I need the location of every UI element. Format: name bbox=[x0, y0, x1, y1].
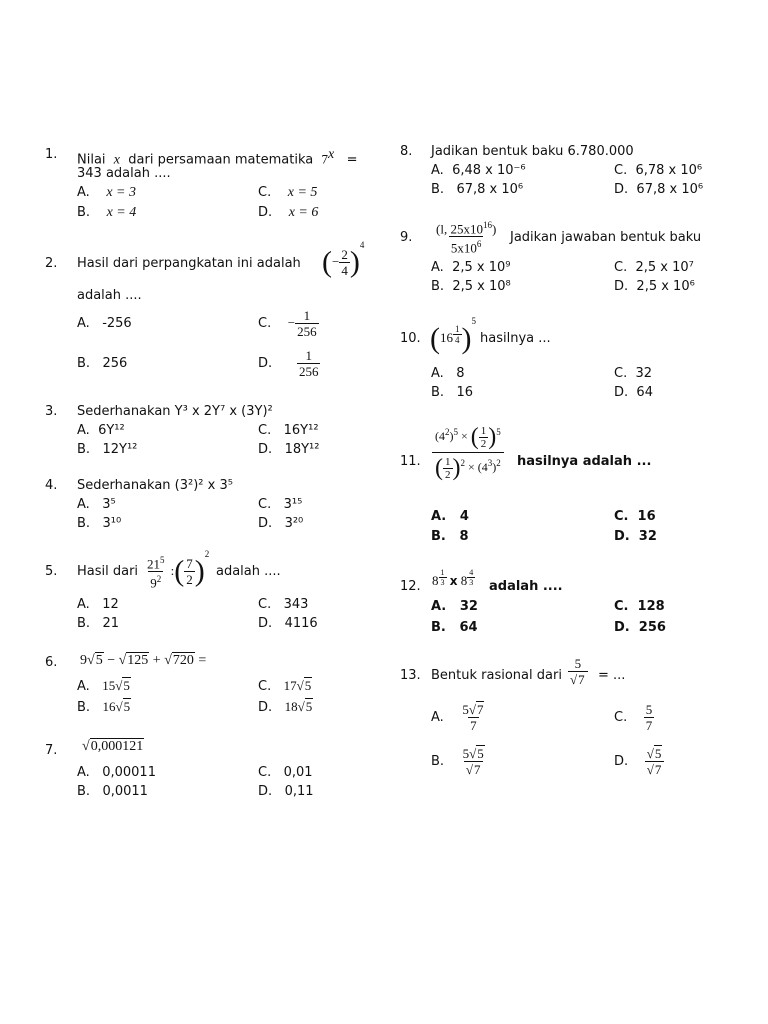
option-c[interactable]: C. 3¹⁵ bbox=[258, 497, 303, 512]
option-c[interactable]: C. x = 5 bbox=[258, 185, 318, 200]
question-text: hasilnya adalah ... bbox=[517, 454, 652, 469]
fraction-expression: (− $\frac{2}{4}$ )$^4$ bbox=[322, 240, 365, 279]
option-d[interactable]: D. 4116 bbox=[258, 616, 318, 631]
option-b[interactable]: B. 8 bbox=[431, 529, 469, 544]
fraction-expression: $\frac{21^5}{9^2}$ :( $\frac{7}{2}$ )$^2$ bbox=[147, 549, 210, 591]
radical-expression: √0,000121 bbox=[82, 739, 144, 754]
question-text: Hasil dari bbox=[77, 564, 139, 579]
question-number: 10. bbox=[400, 331, 421, 346]
option-b[interactable]: B. 2,5 x 10⁸ bbox=[431, 279, 511, 294]
option-c[interactable]: C. 32 bbox=[614, 366, 653, 381]
question-text: hasilnya ... bbox=[480, 331, 551, 346]
option-c[interactable]: C. 128 bbox=[614, 599, 665, 614]
power-expression: 8 $\frac{1}{3}$ x 8 $\frac{4}{3}$ bbox=[432, 568, 474, 588]
option-a[interactable]: A. 8 bbox=[431, 366, 465, 381]
question-text-line2: 343 adalah .... bbox=[77, 166, 171, 181]
option-a[interactable]: A. 6,48 x 10⁻⁶ bbox=[431, 163, 526, 178]
option-d[interactable]: D. 18Y¹² bbox=[258, 442, 320, 457]
option-a[interactable]: A. -256 bbox=[77, 316, 132, 331]
option-a[interactable]: A. 0,00011 bbox=[77, 765, 156, 780]
question-number: 6. bbox=[45, 655, 58, 670]
question-number: 9. bbox=[400, 230, 413, 245]
option-a[interactable]: A. 12 bbox=[77, 597, 119, 612]
option-a[interactable]: A. x = 3 bbox=[77, 185, 136, 200]
question-number: 7. bbox=[45, 743, 58, 758]
question-text: Bentuk rasional dari bbox=[431, 668, 562, 683]
question-number: 1. bbox=[45, 147, 58, 162]
option-d[interactable]: D. 3²⁰ bbox=[258, 516, 304, 531]
option-b[interactable]: B. $\frac{5√5}{√7}$ bbox=[431, 746, 484, 777]
question-number: 2. bbox=[45, 256, 58, 271]
option-d[interactable]: D. 67,8 x 10⁶ bbox=[614, 182, 704, 197]
question-number: 4. bbox=[45, 478, 58, 493]
option-c[interactable]: C. − $\frac{1}{256}$ bbox=[258, 308, 317, 339]
question-text-post: = ... bbox=[598, 668, 626, 683]
question-text-post: adalah .... bbox=[216, 564, 281, 579]
option-a[interactable]: A. 3⁵ bbox=[77, 497, 116, 512]
option-c[interactable]: C. 2,5 x 10⁷ bbox=[614, 260, 694, 275]
question-text-line2: adalah .... bbox=[77, 288, 142, 303]
fraction-expression: $\frac{5}{√7}$ bbox=[568, 656, 588, 687]
option-d[interactable]: D. $\frac{1}{256}$ bbox=[258, 348, 319, 379]
option-a[interactable]: A. 2,5 x 10⁹ bbox=[431, 260, 511, 275]
question-number: 3. bbox=[45, 404, 58, 419]
option-d[interactable]: D. 64 bbox=[614, 385, 653, 400]
option-b[interactable]: B. 67,8 x 10⁶ bbox=[431, 182, 524, 197]
option-d[interactable]: D. x = 6 bbox=[258, 205, 319, 220]
question-number: 12. bbox=[400, 579, 421, 594]
option-a[interactable]: A. 4 bbox=[431, 509, 469, 524]
option-c[interactable]: C. 17√5 bbox=[258, 678, 312, 694]
option-c[interactable]: C. 0,01 bbox=[258, 765, 313, 780]
option-d[interactable]: D. 256 bbox=[614, 620, 666, 635]
fraction-expression: $\frac{(l, 25x10^{16})}{5x10^6}$ bbox=[436, 220, 497, 256]
option-c[interactable]: C. 16Y¹² bbox=[258, 423, 319, 438]
option-a[interactable]: A. 32 bbox=[431, 599, 478, 614]
option-a[interactable]: A. 15√5 bbox=[77, 678, 130, 694]
option-b[interactable]: B. 64 bbox=[431, 620, 478, 635]
option-b[interactable]: B. 3¹⁰ bbox=[77, 516, 122, 531]
option-c[interactable]: C. $\frac{5}{7}$ bbox=[614, 702, 653, 733]
option-b[interactable]: B. 256 bbox=[77, 356, 128, 371]
question-text: Sederhanakan (3²)² x 3⁵ bbox=[77, 478, 233, 493]
question-text: Hasil dari perpangkatan ini adalah bbox=[77, 256, 301, 271]
option-d[interactable]: D. 32 bbox=[614, 529, 657, 544]
question-text: Sederhanakan Y³ x 2Y⁷ x (3Y)² bbox=[77, 404, 273, 419]
power-expression: (16 $\frac{1}{4}$ )$^5$ bbox=[430, 316, 476, 356]
fraction-expression: $(4^2)^5$ × ( $\frac{1}{2}$ )$^5$ ( $\frac{1}{2}$ )$^2 \times (4^3)^2$ bbox=[432, 422, 504, 483]
question-text: Jadikan bentuk baku 6.780.000 bbox=[431, 144, 634, 159]
question-text: Nilai x dari persamaan matematika 7$^x$ = bbox=[77, 147, 358, 168]
option-c[interactable]: C. 6,78 x 10⁶ bbox=[614, 163, 703, 178]
option-d[interactable]: D. 18√5 bbox=[258, 699, 313, 715]
option-b[interactable]: B. 12Y¹² bbox=[77, 442, 138, 457]
radical-expression: 9√5 − √125 + √720 = bbox=[80, 653, 207, 668]
question-text: adalah .... bbox=[489, 579, 563, 594]
option-d[interactable]: D. $\frac{√5}{√7}$ bbox=[614, 746, 664, 777]
question-number: 11. bbox=[400, 454, 421, 469]
option-c[interactable]: C. 16 bbox=[614, 509, 656, 524]
question-number: 5. bbox=[45, 564, 58, 579]
option-b[interactable]: B. 16√5 bbox=[77, 699, 131, 715]
option-b[interactable]: B. 21 bbox=[77, 616, 120, 631]
option-b[interactable]: B. 16 bbox=[431, 385, 474, 400]
option-a[interactable]: A. 6Y¹² bbox=[77, 423, 125, 438]
question-number: 8. bbox=[400, 144, 413, 159]
option-d[interactable]: D. 2,5 x 10⁶ bbox=[614, 279, 695, 294]
option-b[interactable]: B. 0,0011 bbox=[77, 784, 148, 799]
question-number: 13. bbox=[400, 668, 421, 683]
option-b[interactable]: B. x = 4 bbox=[77, 205, 137, 220]
option-d[interactable]: D. 0,11 bbox=[258, 784, 314, 799]
option-a[interactable]: A. $\frac{5√7}{7}$ bbox=[431, 702, 484, 733]
question-text: Jadikan jawaban bentuk baku bbox=[510, 230, 702, 245]
option-c[interactable]: C. 343 bbox=[258, 597, 309, 612]
